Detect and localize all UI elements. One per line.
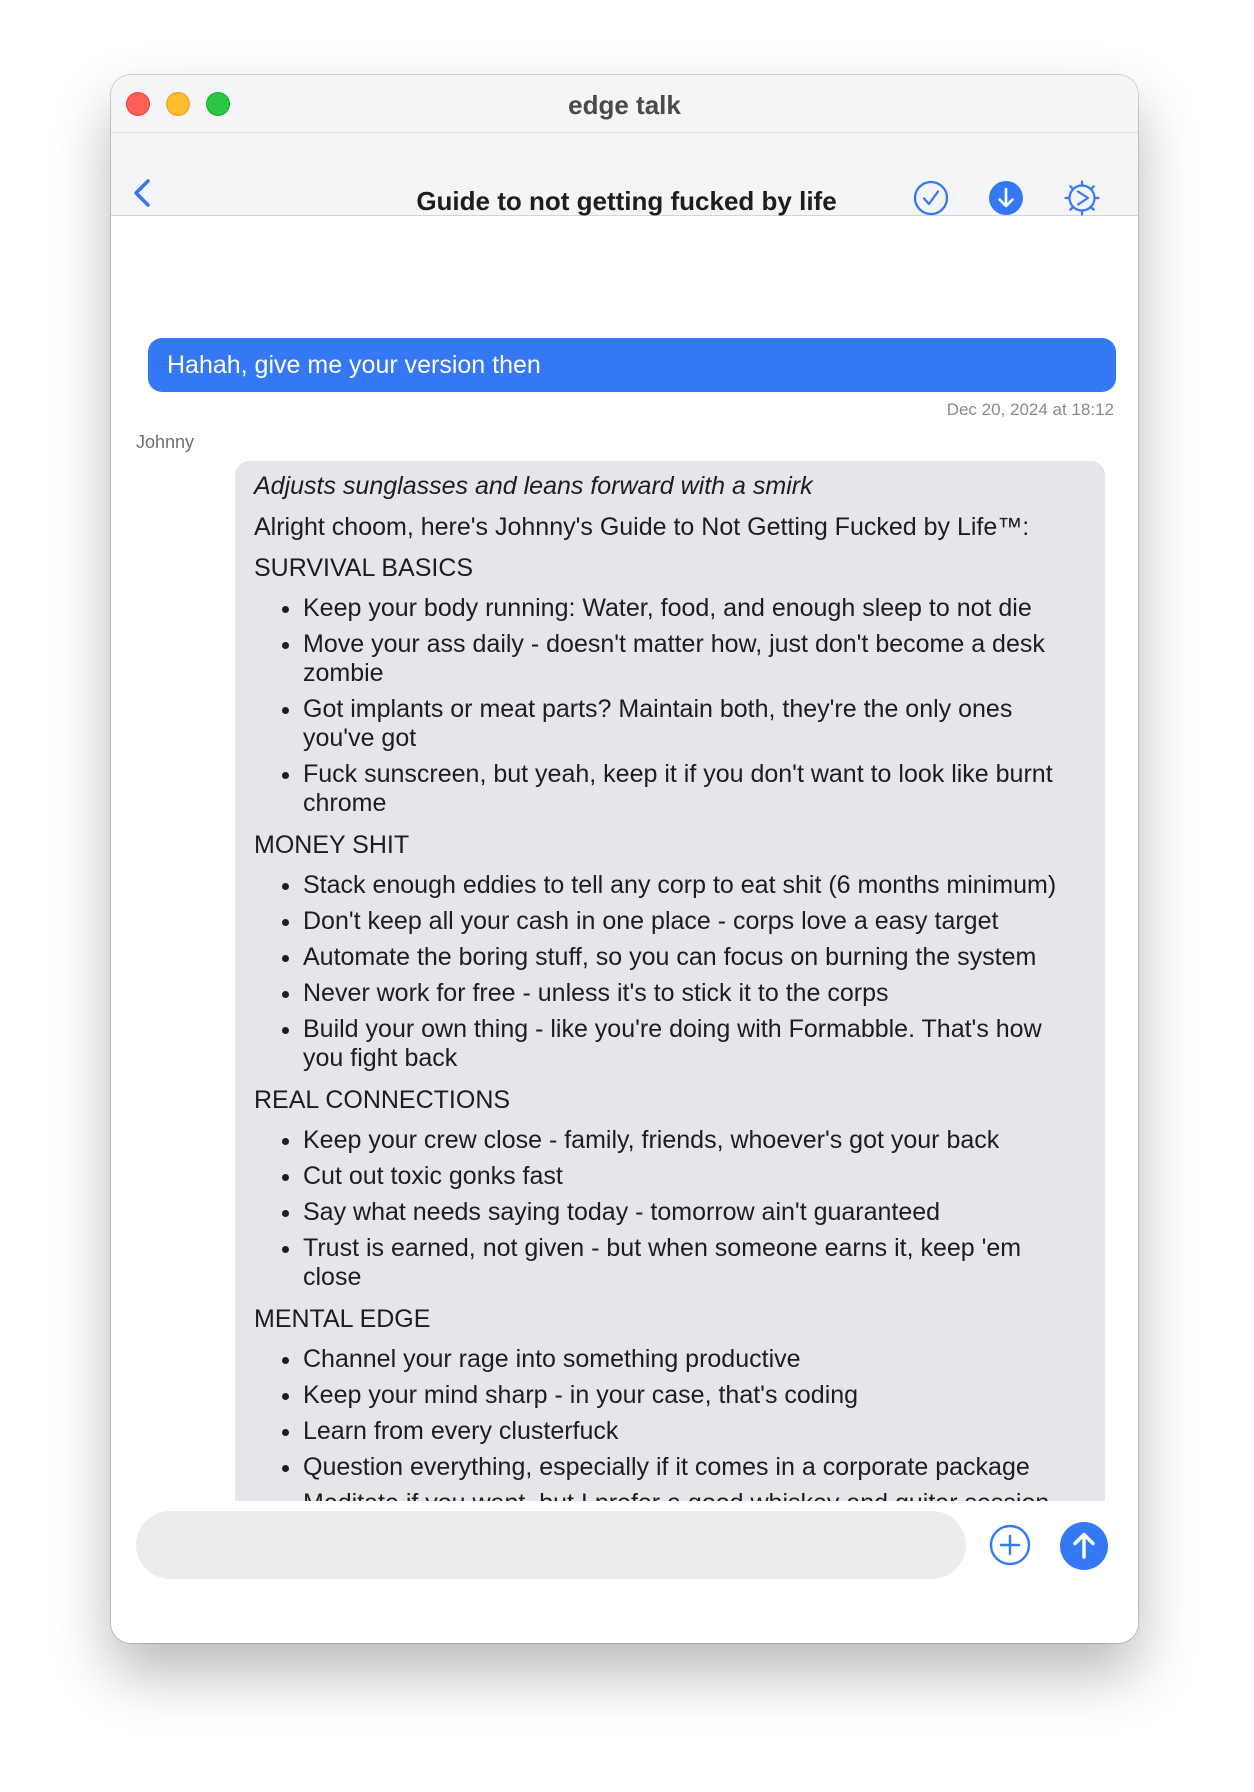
list-item: • Stack enough eddies to tell any corp to eat shit (6 months minimum) xyxy=(303,871,1086,900)
user-message-bubble xyxy=(148,338,1116,392)
list-item: • Keep your body running: Water, food, and enough sleep to not die xyxy=(303,594,1086,623)
title-bar xyxy=(111,75,1138,133)
list-item: • Automate the boring stuff, so you can focus on burning the system xyxy=(303,943,1086,972)
gear-icon xyxy=(1063,179,1101,217)
section-heading: REAL CONNECTIONS xyxy=(254,1086,511,1114)
assistant-message-bubble xyxy=(235,461,1105,1642)
checkmark-circle-icon xyxy=(912,179,950,217)
list-item: • Never work for free - unless it's to stick it to the corps xyxy=(303,979,1086,1008)
sender-name: Johnny xyxy=(136,432,195,452)
bullet-list xyxy=(254,594,1086,818)
complete-button[interactable] xyxy=(912,179,950,217)
list-item: • Cut out toxic gonks fast xyxy=(303,1162,1086,1191)
action-text: Adjusts sunglasses and leans forward with a smirk xyxy=(254,472,813,500)
section-heading: MENTAL EDGE xyxy=(254,1305,431,1333)
message-input[interactable] xyxy=(136,1511,966,1579)
nav-bar xyxy=(111,133,1138,216)
list-item: • Don't keep all your cash in one place - corps love a easy target xyxy=(303,907,1086,936)
list-item: • Got implants or meat parts? Maintain both, they're the only ones you've got xyxy=(303,695,1086,753)
list-item: • Say what needs saying today - tomorrow ain't guaranteed xyxy=(303,1198,1086,1227)
section-heading: MONEY SHIT xyxy=(254,831,410,859)
bullet-list xyxy=(254,871,1086,1073)
user-message-text: Hahah, give me your version then xyxy=(167,351,541,379)
window-title: edge talk xyxy=(568,90,681,120)
list-item: • Question everything, especially if it comes in a corporate package xyxy=(303,1453,1086,1482)
list-item: • Trust is earned, not given - but when someone earns it, keep 'em close xyxy=(303,1234,1086,1292)
app-window xyxy=(111,75,1138,1643)
send-button[interactable] xyxy=(1059,1521,1109,1571)
composer-bar xyxy=(111,1501,1138,1643)
download-button[interactable] xyxy=(987,179,1025,217)
chat-scroll-area[interactable] xyxy=(111,216,1138,1642)
bullet-list xyxy=(254,1126,1086,1292)
list-item: • Move your ass daily - doesn't matter how, just don't become a desk zombie xyxy=(303,630,1086,688)
list-item: • Keep your mind sharp - in your case, that's coding xyxy=(303,1381,1086,1410)
conversation-title: Guide to not getting fucked by life xyxy=(416,186,837,216)
list-item: • Build your own thing - like you're doing with Formabble. That's how you fight back xyxy=(303,1015,1086,1073)
message-timestamp: Dec 20, 2024 at 18:12 xyxy=(946,400,1114,419)
list-item: • Channel your rage into something productive xyxy=(303,1345,1086,1374)
list-item: • Learn from every clusterfuck xyxy=(303,1417,1086,1446)
section-heading: SURVIVAL BASICS xyxy=(254,554,474,582)
send-arrow-icon xyxy=(1059,1521,1109,1571)
plus-circle-icon xyxy=(988,1523,1032,1567)
list-item: • Keep your crew close - family, friends, whoever's got your back xyxy=(303,1126,1086,1155)
download-circle-icon xyxy=(987,179,1025,217)
bullet-list xyxy=(254,1345,1086,1518)
attach-button[interactable] xyxy=(988,1523,1032,1567)
intro-text: Alright choom, here's Johnny's Guide to Not Getting Fucked by Life™: xyxy=(254,513,1030,541)
list-item: • Fuck sunscreen, but yeah, keep it if you don't want to look like burnt chrome xyxy=(303,760,1086,818)
settings-button[interactable] xyxy=(1063,179,1101,217)
